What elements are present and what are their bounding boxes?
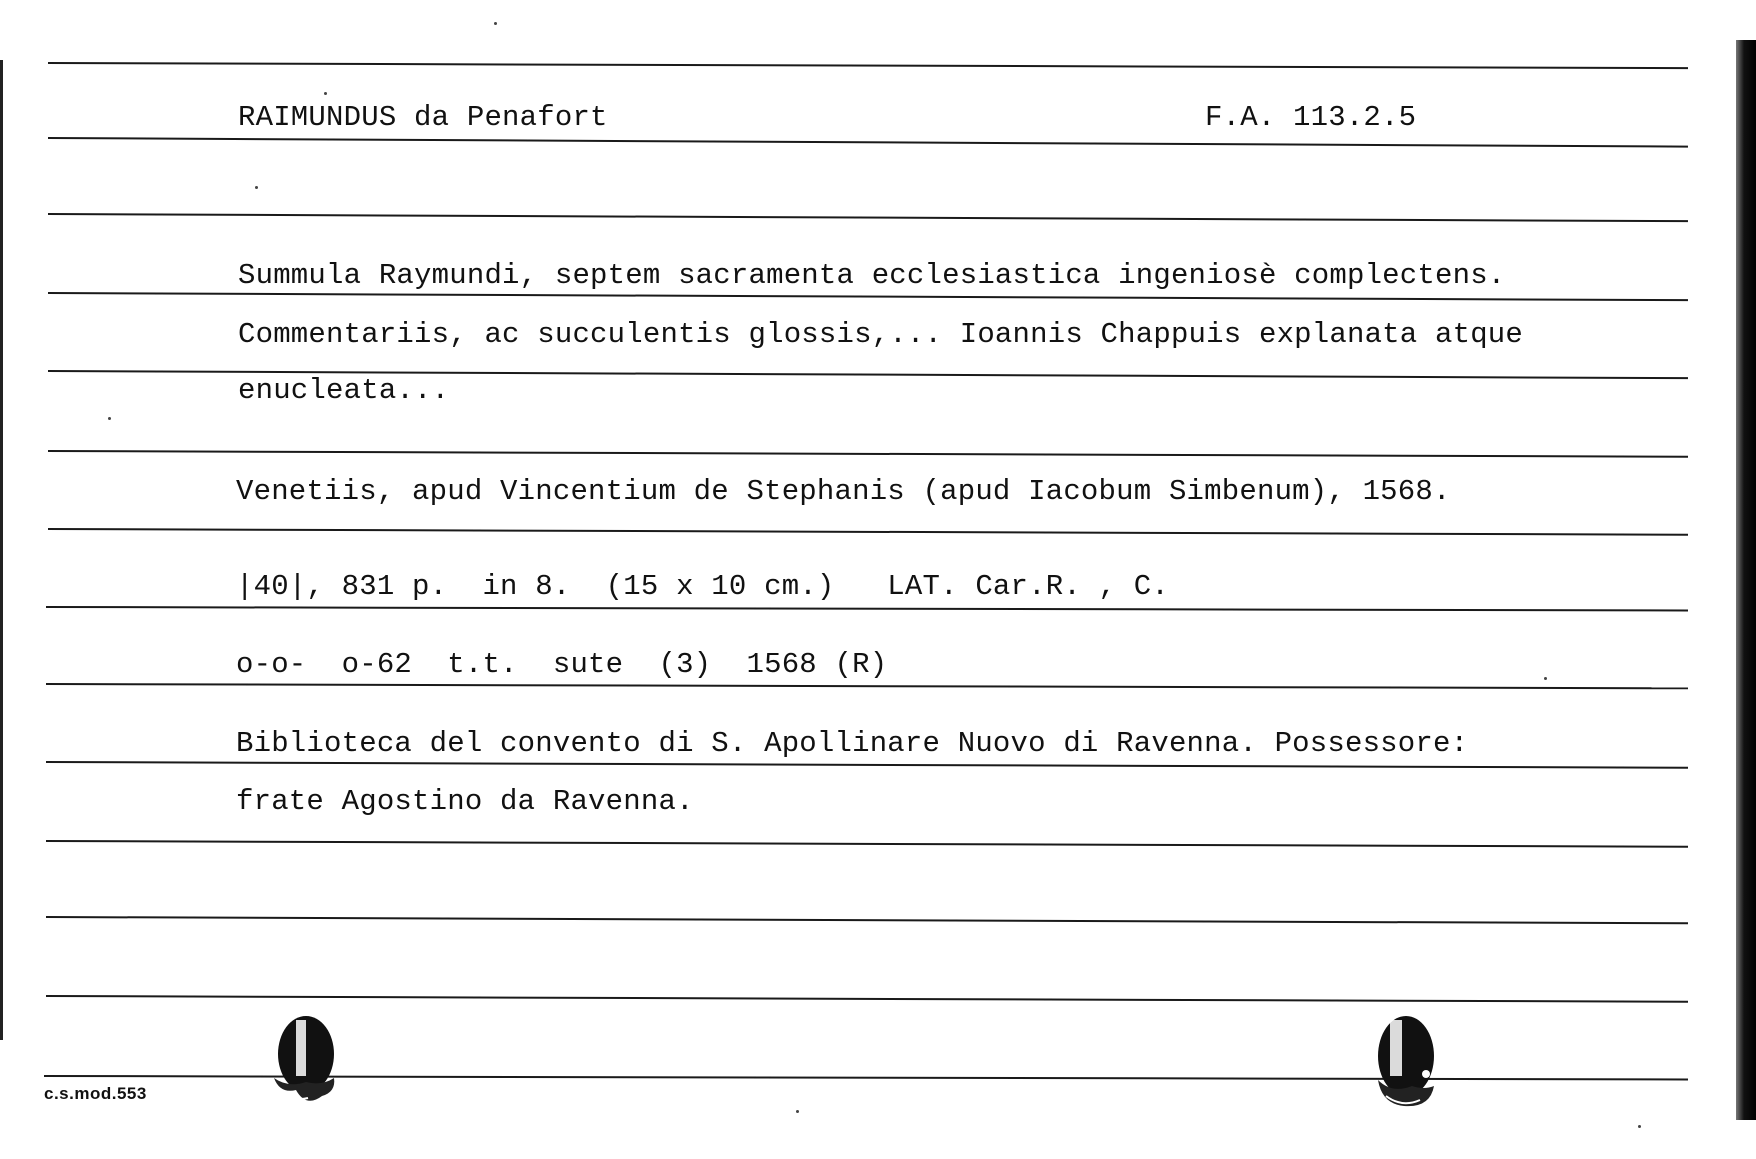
- rule-line: [48, 137, 1688, 148]
- rule-line: [48, 528, 1688, 536]
- author-heading: RAIMUNDUS da Penafort: [238, 101, 608, 134]
- punch-hole-left-icon: [266, 1016, 346, 1112]
- provenance-line-1: Biblioteca del convento di S. Apollinare Nuovo di Ravenna. Possessore:: [236, 727, 1469, 760]
- card-right-edge: [1736, 40, 1756, 1120]
- rule-line: [48, 213, 1688, 222]
- scan-speck: [494, 22, 497, 25]
- fingerprint-line: o-o- o-62 t.t. sute (3) 1568 (R): [236, 648, 888, 681]
- rule-line: [46, 606, 1688, 611]
- rule-line: [46, 761, 1688, 769]
- scan-speck: [108, 417, 111, 420]
- rule-line: [46, 840, 1688, 848]
- card-left-edge: [0, 60, 3, 1040]
- title-line-2: Commentariis, ac succulentis glossis,... Ioannis Chappuis explanata atque: [238, 318, 1524, 351]
- title-line-3: enucleata...: [238, 374, 450, 407]
- rule-line: [48, 292, 1688, 301]
- rule-line: [48, 450, 1688, 458]
- imprint-line: Venetiis, apud Vincentium de Stephanis (apud Iacobum Simbenum), 1568.: [236, 475, 1451, 508]
- rule-line: [48, 62, 1688, 69]
- scan-speck: [796, 1110, 799, 1113]
- scan-speck: [255, 186, 258, 189]
- collation-line: |40|, 831 p. in 8. (15 x 10 cm.) LAT. Car.R. , C.: [236, 570, 1169, 603]
- provenance-line-2: frate Agostino da Ravenna.: [236, 785, 694, 818]
- rule-line: [46, 995, 1688, 1003]
- punch-hole-right-icon: [1368, 1016, 1448, 1112]
- rule-line: [46, 683, 1688, 689]
- scan-speck: [1544, 677, 1547, 680]
- scan-speck: [324, 92, 327, 95]
- rule-line: [46, 916, 1688, 924]
- shelfmark: F.A. 113.2.5: [1205, 101, 1417, 134]
- scan-speck: [1638, 1125, 1641, 1128]
- title-line-1: Summula Raymundi, septem sacramenta ecclesiastica ingeniosè complectens.: [238, 259, 1506, 292]
- form-code-label: c.s.mod.553: [44, 1084, 147, 1103]
